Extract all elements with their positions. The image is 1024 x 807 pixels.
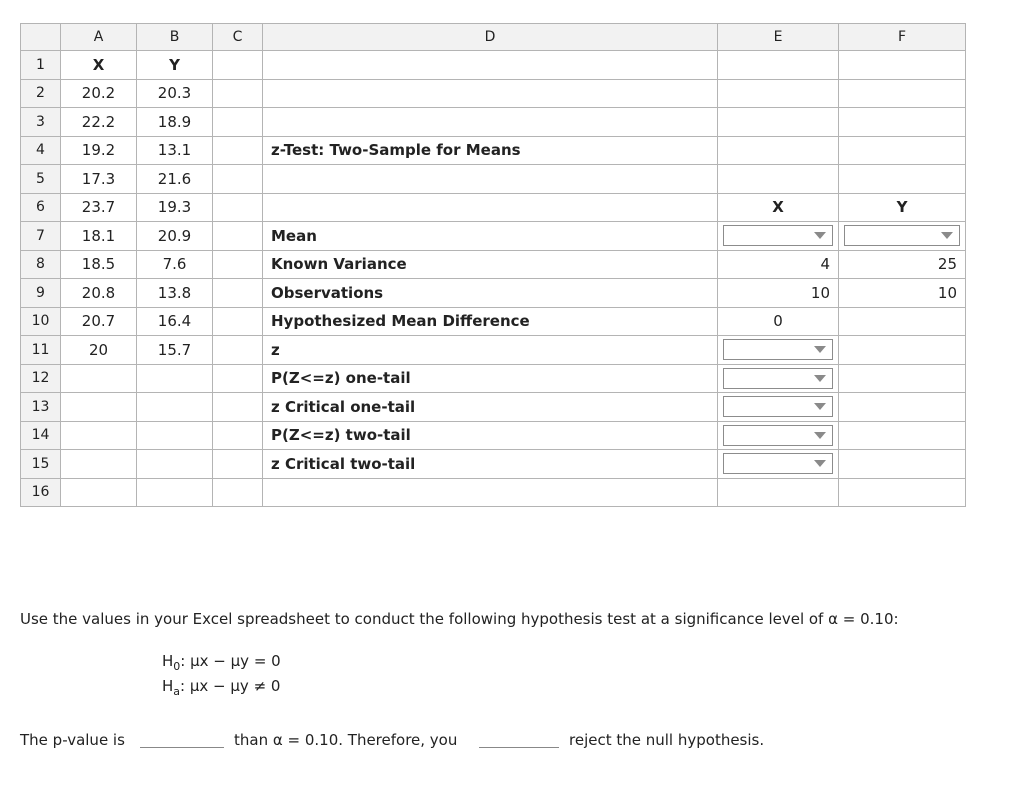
cell [263,478,718,507]
row-header: 5 [21,165,61,194]
row-header: 1 [21,51,61,80]
known-variance-x: 4 [718,250,839,279]
mean-y-cell [839,222,966,251]
z-crit-two-tail-cell [718,450,839,479]
y-value-cell: 18.9 [137,108,213,137]
sheet-row [21,336,966,365]
h0-expression: : μx − μy = 0 [180,652,281,670]
z-crit-one-tail-cell [718,393,839,422]
row-header: 2 [21,79,61,108]
sheet-row [21,307,966,336]
x-value-cell: 23.7 [61,193,137,222]
cell [213,165,263,194]
y-value-cell: 13.1 [137,136,213,165]
sheet-row [21,364,966,393]
p-two-tail-label: P(Z<=z) two-tail [263,421,718,450]
hyp-mean-diff-label: Hypothesized Mean Difference [263,307,718,336]
column-header-f: F [839,24,966,51]
y-value-cell: 15.7 [137,336,213,365]
cell [137,421,213,450]
cell [839,393,966,422]
conclusion-part2: than α = 0.10. Therefore, you [234,731,458,749]
observations-y: 10 [839,279,966,308]
y-value-cell: 7.6 [137,250,213,279]
x-value-cell: 19.2 [61,136,137,165]
y-value-cell: 20.9 [137,222,213,251]
z-crit-two-tail-label: z Critical two-tail [263,450,718,479]
cell [263,79,718,108]
known-variance-label: Known Variance [263,250,718,279]
y-value-cell: 13.8 [137,279,213,308]
y-column-header: Y [137,51,213,80]
spreadsheet-grid [20,23,966,507]
cell [839,336,966,365]
sheet-row [21,193,966,222]
corner-cell [21,24,61,51]
x-value-cell: 17.3 [61,165,137,194]
y-value-cell: 21.6 [137,165,213,194]
column-header-d: D [263,24,718,51]
cell [137,364,213,393]
p-one-tail-cell [718,364,839,393]
mean-x-cell [718,222,839,251]
chevron-down-icon [941,232,953,239]
column-header-e: E [718,24,839,51]
observations-x: 10 [718,279,839,308]
cell [839,108,966,137]
cell [213,478,263,507]
cell [718,478,839,507]
row-header: 11 [21,336,61,365]
mean-label: Mean [263,222,718,251]
alternative-hypothesis [162,677,280,698]
z-crit-one-tail-label: z Critical one-tail [263,393,718,422]
cell [61,364,137,393]
conclusion-part3: reject the null hypothesis. [569,731,765,749]
row-header: 13 [21,393,61,422]
p-one-tail-label: P(Z<=z) one-tail [263,364,718,393]
cell [718,165,839,194]
column-header-a: A [61,24,137,51]
cell [718,136,839,165]
h0-letter: H [162,652,174,670]
ha-subscript: a [173,685,181,698]
cell [263,108,718,137]
cell [839,51,966,80]
x-value-cell: 18.5 [61,250,137,279]
row-header: 9 [21,279,61,308]
column-header-c: C [213,24,263,51]
chevron-down-icon [814,375,826,382]
ztest-col-x-header: X [718,193,839,222]
cell [263,193,718,222]
cell [718,79,839,108]
cell [213,250,263,279]
cell [61,421,137,450]
cell [137,450,213,479]
sheet-row [21,421,966,450]
sheet-row [21,108,966,137]
x-value-cell: 20.7 [61,307,137,336]
cell [213,393,263,422]
p-value-comparison-dropdown[interactable] [140,747,224,748]
y-value-cell: 20.3 [137,79,213,108]
chevron-down-icon [814,403,826,410]
cell [213,279,263,308]
cell [839,307,966,336]
z-crit-two-tail-dropdown[interactable] [723,453,833,474]
ha-letter: H [162,677,174,695]
sheet-row [21,279,966,308]
cell [213,193,263,222]
cell [61,478,137,507]
sheet-row [21,393,966,422]
mean-x-dropdown[interactable] [723,225,833,246]
cell [137,393,213,422]
sheet-row [21,79,966,108]
sheet-row [21,250,966,279]
p-two-tail-dropdown[interactable] [723,425,833,446]
column-header-b: B [137,24,213,51]
z-crit-one-tail-dropdown[interactable] [723,396,833,417]
cell [839,165,966,194]
p-two-tail-cell [718,421,839,450]
ztest-title: z-Test: Two-Sample for Means [263,136,718,165]
x-column-header: X [61,51,137,80]
sheet-row [21,450,966,479]
chevron-down-icon [814,232,826,239]
instruction-text: Use the values in your Excel spreadsheet to conduct the following hypothesis test at a significance level of α = 0.10: [20,610,899,628]
null-hypothesis [162,652,281,673]
row-header: 16 [21,478,61,507]
chevron-down-icon [814,432,826,439]
y-value-cell: 16.4 [137,307,213,336]
mean-y-dropdown[interactable] [844,225,960,246]
cell [839,79,966,108]
cell [839,364,966,393]
p-one-tail-dropdown[interactable] [723,368,833,389]
cell [213,307,263,336]
x-value-cell: 18.1 [61,222,137,251]
cell [263,51,718,80]
sheet-row [21,478,966,507]
cell [213,336,263,365]
sheet-row [21,136,966,165]
cell [213,51,263,80]
cell [213,222,263,251]
known-variance-y: 25 [839,250,966,279]
sheet-row [21,222,966,251]
cell [839,136,966,165]
cell [61,450,137,479]
cell [213,136,263,165]
sheet-row [21,51,966,80]
z-label: z [263,336,718,365]
x-value-cell: 20.2 [61,79,137,108]
z-dropdown[interactable] [723,339,833,360]
row-header: 4 [21,136,61,165]
cell [213,450,263,479]
cell [137,478,213,507]
x-value-cell: 22.2 [61,108,137,137]
cell [61,393,137,422]
reject-decision-dropdown[interactable] [479,747,559,748]
row-header: 6 [21,193,61,222]
cell [718,108,839,137]
cell [213,79,263,108]
row-header: 12 [21,364,61,393]
cell [839,421,966,450]
cell [213,364,263,393]
h0-subscript: 0 [173,660,181,673]
row-header: 7 [21,222,61,251]
row-header: 8 [21,250,61,279]
row-header: 14 [21,421,61,450]
cell [263,165,718,194]
chevron-down-icon [814,460,826,467]
cell [213,421,263,450]
cell [839,450,966,479]
ztest-col-y-header: Y [839,193,966,222]
x-value-cell: 20.8 [61,279,137,308]
column-header-row [21,24,966,51]
sheet-row [21,165,966,194]
cell [213,108,263,137]
row-header: 3 [21,108,61,137]
conclusion-part1: The p-value is [20,731,125,749]
ha-expression: : μx − μy ≠ 0 [180,677,281,695]
hyp-mean-diff-x: 0 [718,307,839,336]
cell [839,478,966,507]
row-header: 15 [21,450,61,479]
cell [718,51,839,80]
y-value-cell: 19.3 [137,193,213,222]
z-cell [718,336,839,365]
row-header: 10 [21,307,61,336]
observations-label: Observations [263,279,718,308]
chevron-down-icon [814,346,826,353]
x-value-cell: 20 [61,336,137,365]
